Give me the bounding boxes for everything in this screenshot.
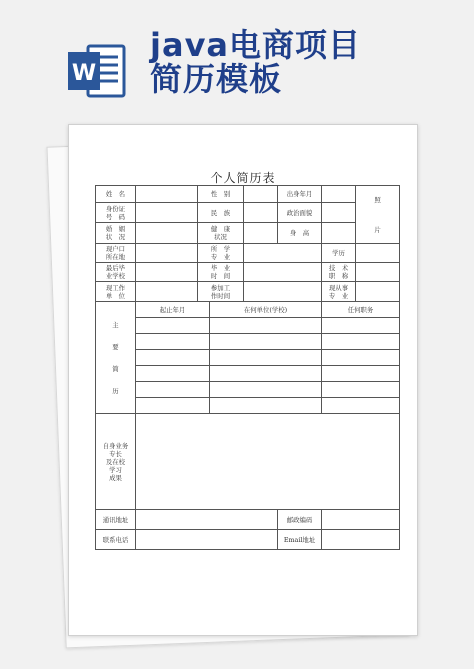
label-work-start: 参加工 作时间 [198, 282, 244, 302]
history-period[interactable] [136, 366, 210, 382]
label-political: 政治面貌 [278, 203, 322, 223]
word-icon [66, 40, 128, 102]
history-position[interactable] [322, 382, 400, 398]
label-height: 身 高 [278, 223, 322, 244]
history-period[interactable] [136, 318, 210, 334]
value-major[interactable] [244, 244, 322, 263]
value-profession[interactable] [356, 282, 400, 302]
document-title: 个人简历表 [210, 171, 276, 185]
history-unit[interactable] [210, 318, 322, 334]
label-current-job: 现工作 单 位 [96, 282, 136, 302]
value-work-start[interactable] [244, 282, 322, 302]
history-unit[interactable] [210, 334, 322, 350]
value-id-number[interactable] [136, 203, 198, 223]
banner-title [150, 28, 361, 96]
label-name: 姓 名 [96, 186, 136, 203]
label-email: Email地址 [278, 530, 322, 550]
label-birth: 出身年月 [278, 186, 322, 203]
value-birth[interactable] [322, 186, 356, 203]
history-period[interactable] [136, 334, 210, 350]
value-ethnicity[interactable] [244, 203, 278, 223]
value-height[interactable] [322, 223, 356, 244]
label-major: 所 学 专 业 [198, 244, 244, 263]
document-page [68, 124, 418, 636]
header-unit: 在何单位(学校) [210, 302, 322, 318]
label-photo-top: 照 [374, 195, 381, 204]
photo-box[interactable] [356, 186, 400, 244]
value-email[interactable] [322, 530, 400, 550]
value-hukou[interactable] [136, 244, 198, 263]
value-skills[interactable] [136, 414, 400, 510]
history-unit[interactable] [210, 366, 322, 382]
value-health[interactable] [244, 223, 278, 244]
word-icon-letter: W [71, 61, 97, 86]
label-health: 健 康 状况 [198, 223, 244, 244]
resume-form-table [95, 185, 400, 550]
label-skills: 自身业务 专长 及在校 学习 成果 [96, 414, 136, 510]
label-address: 通讯地址 [96, 510, 136, 530]
label-resume-history: 主 要 简 历 [96, 302, 136, 414]
value-address[interactable] [136, 510, 278, 530]
header-period: 起止年月 [136, 302, 210, 318]
history-position[interactable] [322, 366, 400, 382]
history-position[interactable] [322, 334, 400, 350]
label-marital: 婚 姻 状 况 [96, 223, 136, 244]
label-phone: 联系电话 [96, 530, 136, 550]
history-position[interactable] [322, 318, 400, 334]
value-political[interactable] [322, 203, 356, 223]
label-hukou: 现户口 所在地 [96, 244, 136, 263]
history-unit[interactable] [210, 382, 322, 398]
header-position: 任何职务 [322, 302, 400, 318]
value-name[interactable] [136, 186, 198, 203]
history-position[interactable] [322, 398, 400, 414]
label-id-number: 身份证 号 码 [96, 203, 136, 223]
label-school: 最后毕 业学校 [96, 263, 136, 282]
value-marital[interactable] [136, 223, 198, 244]
value-phone[interactable] [136, 530, 278, 550]
value-degree[interactable] [356, 244, 400, 263]
label-photo-bottom: 片 [374, 225, 381, 234]
history-period[interactable] [136, 382, 210, 398]
value-gender[interactable] [244, 186, 278, 203]
history-position[interactable] [322, 350, 400, 366]
value-current-job[interactable] [136, 282, 198, 302]
banner-title-line2: 简历模板 [150, 60, 283, 98]
banner-title-line1: java电商项目 [150, 26, 362, 64]
value-grad-time[interactable] [244, 263, 322, 282]
history-period[interactable] [136, 398, 210, 414]
value-school[interactable] [136, 263, 198, 282]
history-unit[interactable] [210, 350, 322, 366]
label-degree: 学历 [322, 244, 356, 263]
label-ethnicity: 民 族 [198, 203, 244, 223]
history-unit[interactable] [210, 398, 322, 414]
label-profession: 现从事 专 业 [322, 282, 356, 302]
value-postcode[interactable] [322, 510, 400, 530]
label-gender: 性 别 [198, 186, 244, 203]
label-postcode: 邮政编码 [278, 510, 322, 530]
label-tech-title: 技 术 职 称 [322, 263, 356, 282]
label-grad-time: 毕 业 时 间 [198, 263, 244, 282]
history-period[interactable] [136, 350, 210, 366]
value-tech-title[interactable] [356, 263, 400, 282]
